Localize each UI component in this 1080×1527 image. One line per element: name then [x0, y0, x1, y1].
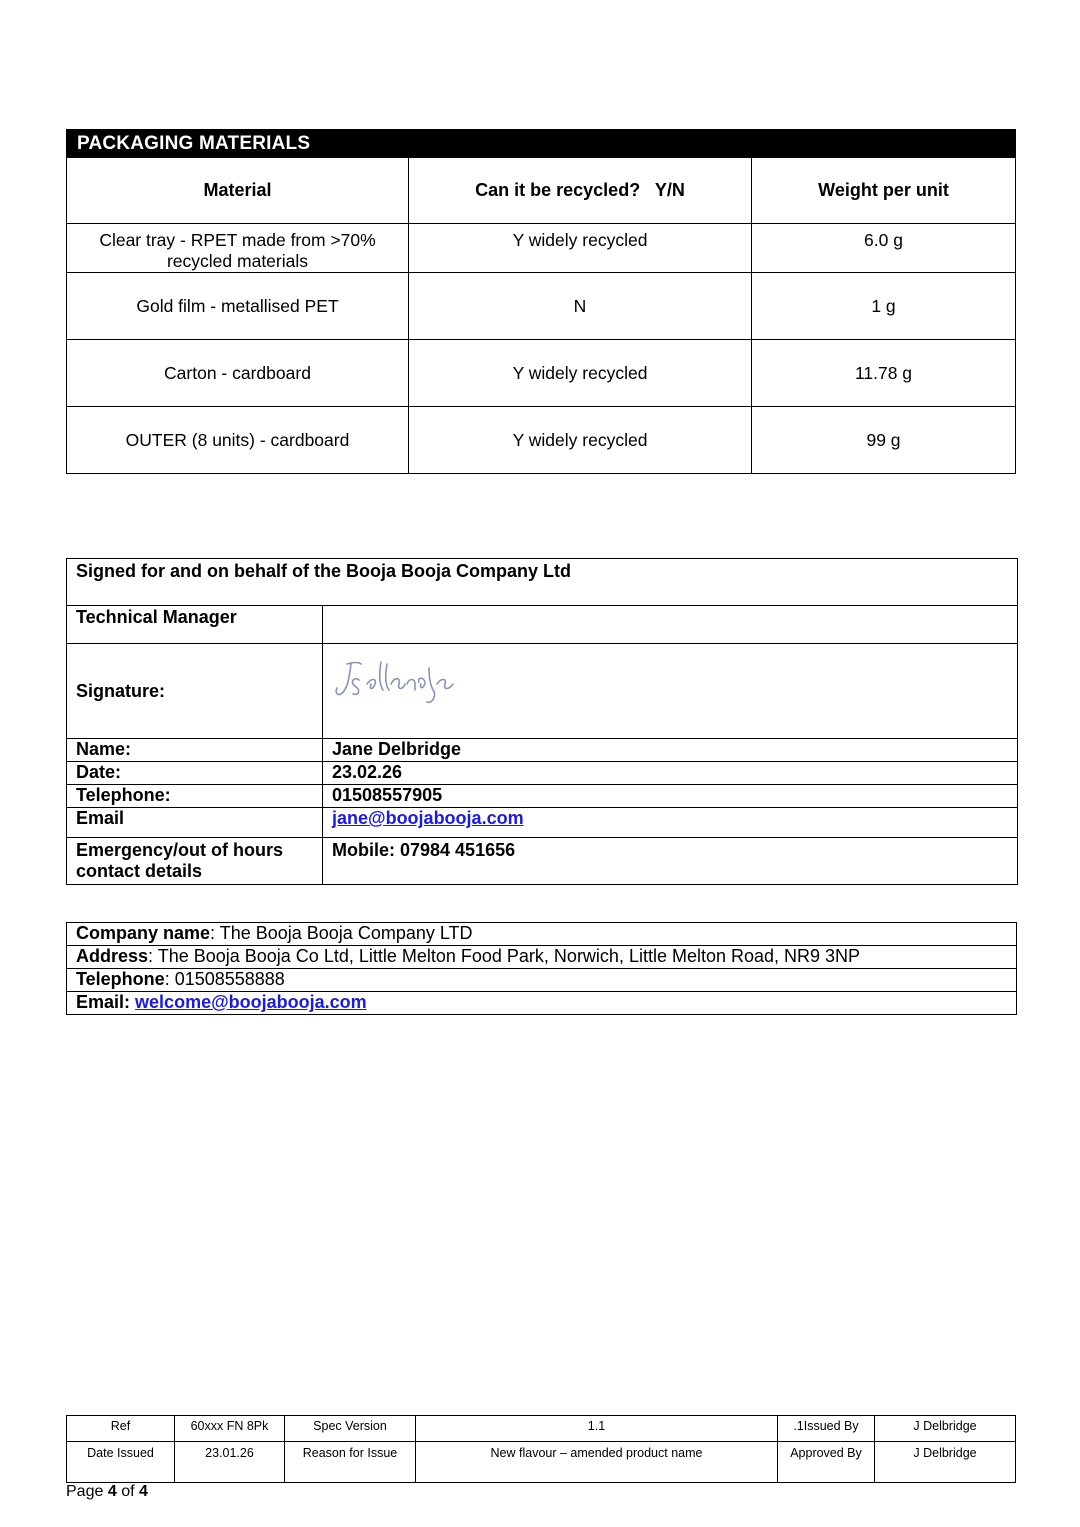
name-value: Jane Delbridge [323, 739, 1018, 762]
page-prefix: Page [66, 1483, 104, 1500]
issued-by-label: .1Issued By [778, 1416, 875, 1442]
page-of: of [121, 1483, 135, 1500]
signoff-title: Signed for and on behalf of the Booja Booja Company Ltd [67, 559, 1018, 606]
document-footer-table [66, 1415, 1016, 1483]
emergency-value: Mobile: 07984 451656 [323, 838, 1018, 885]
approved-by-label: Approved By [778, 1442, 875, 1483]
date-issued-value: 23.01.26 [175, 1442, 285, 1483]
cell-material: Gold film - metallised PET [67, 273, 409, 340]
approved-by-value: J Delbridge [875, 1442, 1016, 1483]
page-total: 4 [138, 1483, 148, 1500]
cell-weight: 1 g [752, 273, 1016, 340]
telephone-value: 01508557905 [323, 785, 1018, 808]
cell-recycled: Y widely recycled [409, 340, 752, 407]
cell-recycled: N [409, 273, 752, 340]
cell-weight: 99 g [752, 407, 1016, 474]
company-name-label: Company name [76, 923, 211, 943]
role-label: Technical Manager [67, 606, 323, 644]
spec-version-label: Spec Version [285, 1416, 416, 1442]
company-email-label: Email: [76, 992, 131, 1012]
company-address-cell [67, 946, 1017, 969]
cell-weight: 6.0 g [752, 224, 1016, 273]
table-row [67, 407, 1016, 474]
date-label: Date: [67, 762, 323, 785]
company-telephone-label: Telephone [76, 969, 165, 989]
ref-value: 60xxx FN 8Pk [175, 1416, 285, 1442]
cell-weight: 11.78 g [752, 340, 1016, 407]
company-email-cell [67, 992, 1017, 1015]
company-name-cell [67, 923, 1017, 946]
signature-cell [323, 644, 1018, 739]
page-number [66, 1483, 148, 1501]
packaging-title: PACKAGING MATERIALS [67, 130, 1016, 158]
spec-version-value: 1.1 [416, 1416, 778, 1442]
name-label: Name: [67, 739, 323, 762]
company-name-value: : The Booja Booja Company LTD [210, 923, 473, 943]
email-label: Email [67, 808, 323, 838]
table-row [67, 273, 1016, 340]
cell-material: Carton - cardboard [67, 340, 409, 407]
role-value [323, 606, 1018, 644]
company-email-link[interactable]: welcome@boojabooja.com [135, 992, 367, 1012]
cell-recycled: Y widely recycled [409, 224, 752, 273]
page-current: 4 [107, 1483, 117, 1500]
telephone-label: Telephone: [67, 785, 323, 808]
ref-label: Ref [67, 1416, 175, 1442]
header-recycled: Can it be recycled? Y/N [409, 158, 752, 224]
date-issued-label: Date Issued [67, 1442, 175, 1483]
cell-material: Clear tray - RPET made from >70% recycled materials [67, 224, 409, 273]
email-link[interactable]: jane@boojabooja.com [332, 808, 524, 828]
company-address-label: Address [76, 946, 149, 966]
emergency-label: Emergency/out of hours contact details [67, 838, 323, 885]
company-address-value: : The Booja Booja Co Ltd, Little Melton Food Park, Norwich, Little Melton Road, NR9 3NP [148, 946, 861, 966]
signoff-table [66, 558, 1018, 885]
packaging-materials-table [66, 129, 1016, 474]
reason-label: Reason for Issue [285, 1442, 416, 1483]
header-weight: Weight per unit [752, 158, 1016, 224]
email-cell [323, 808, 1018, 838]
company-table [66, 922, 1017, 1015]
cell-material: OUTER (8 units) - cardboard [67, 407, 409, 474]
handwritten-signature-icon [329, 650, 469, 710]
company-telephone-value: : 01508558888 [164, 969, 285, 989]
company-telephone-cell [67, 969, 1017, 992]
date-value: 23.02.26 [323, 762, 1018, 785]
reason-value: New flavour – amended product name [416, 1442, 778, 1483]
table-row [67, 340, 1016, 407]
cell-recycled: Y widely recycled [409, 407, 752, 474]
issued-by-value: J Delbridge [875, 1416, 1016, 1442]
header-material: Material [67, 158, 409, 224]
table-row [67, 224, 1016, 273]
signature-label: Signature: [67, 644, 323, 739]
